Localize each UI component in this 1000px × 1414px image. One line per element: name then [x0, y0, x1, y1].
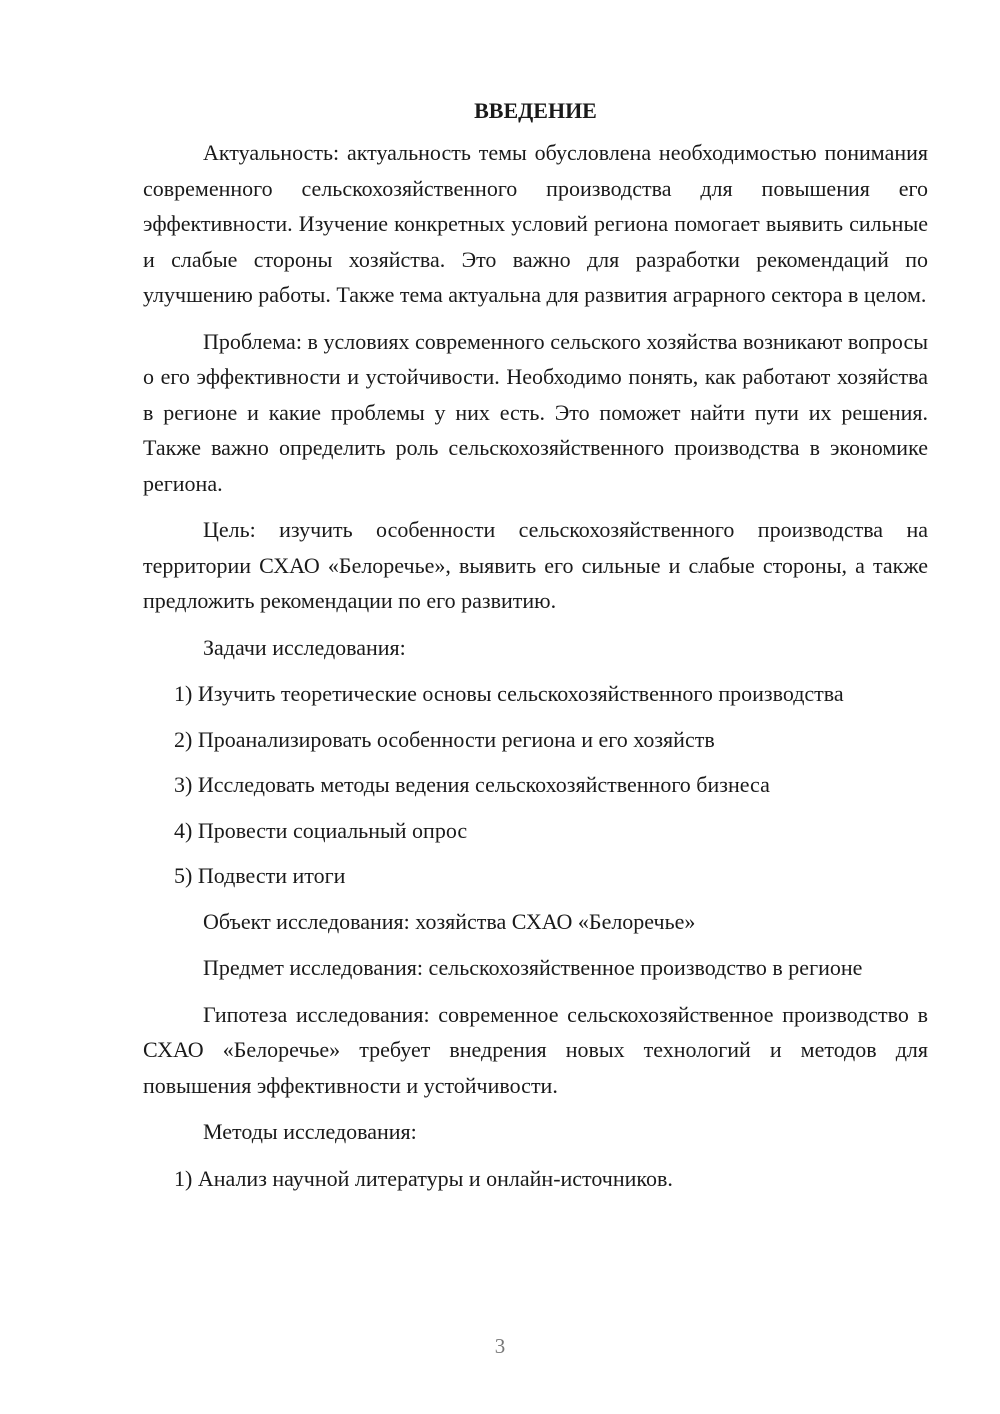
task-item-1: 1) Изучить теоретические основы сельскохозяйственного производства [174, 681, 844, 706]
method-item-1: 1) Анализ научной литературы и онлайн-источников. [174, 1165, 673, 1191]
methods-heading: Методы исследования: [203, 1119, 417, 1144]
document-page [143, 95, 928, 1206]
task-item-5: 5) Подвести итоги [174, 863, 346, 888]
page-title: ВВЕДЕНИЕ [474, 98, 597, 123]
page-number: 3 [494, 1334, 506, 1358]
task-item-4: 4) Провести социальный опрос [174, 817, 468, 843]
object-paragraph: Объект исследования: хозяйства СХАО «Белоречье» [203, 908, 696, 934]
task-item-2: 2) Проанализировать особенности региона и его хозяйств [174, 726, 715, 752]
tasks-heading: Задачи исследования: [203, 634, 406, 660]
goal-paragraph: Цель: изучить особенности сельскохозяйственного производства на территории СХАО «Белоречье», выявить его сильные и слабые стороны, а также предложить рекомендации по его развитию. [143, 517, 928, 613]
hypothesis-paragraph: Гипотеза исследования: современное сельскохозяйственное производство в СХАО «Белоречье» требует внедрения новых технологий и методов для повышения эффективности и устойчивости. [143, 1001, 928, 1098]
problem-paragraph: Проблема: в условиях современного сельского хозяйства возникают вопросы о его эффективности и устойчивости. Необходимо понять, как работают хозяйства в регионе и какие проблемы у них есть. Это поможет найти пути их решения. Также важно определить роль сельскохозяйственного производства в экономике региона. [143, 328, 928, 496]
subject-paragraph: Предмет исследования: сельскохозяйственное производство в регионе [203, 955, 863, 980]
relevance-paragraph: Актуальность: актуальность темы обусловлена необходимостью понимания современного сельскохозяйственного производства для повышения его эффективности. Изучение конкретных условий региона помогает выявить сильные и слабые стороны хозяйства. Это важно для разработки рекомендаций по улучшению работы. Также тема актуальна для развития аграрного сектора в целом. [143, 140, 928, 307]
task-item-3: 3) Исследовать методы ведения сельскохозяйственного бизнеса [174, 772, 770, 797]
